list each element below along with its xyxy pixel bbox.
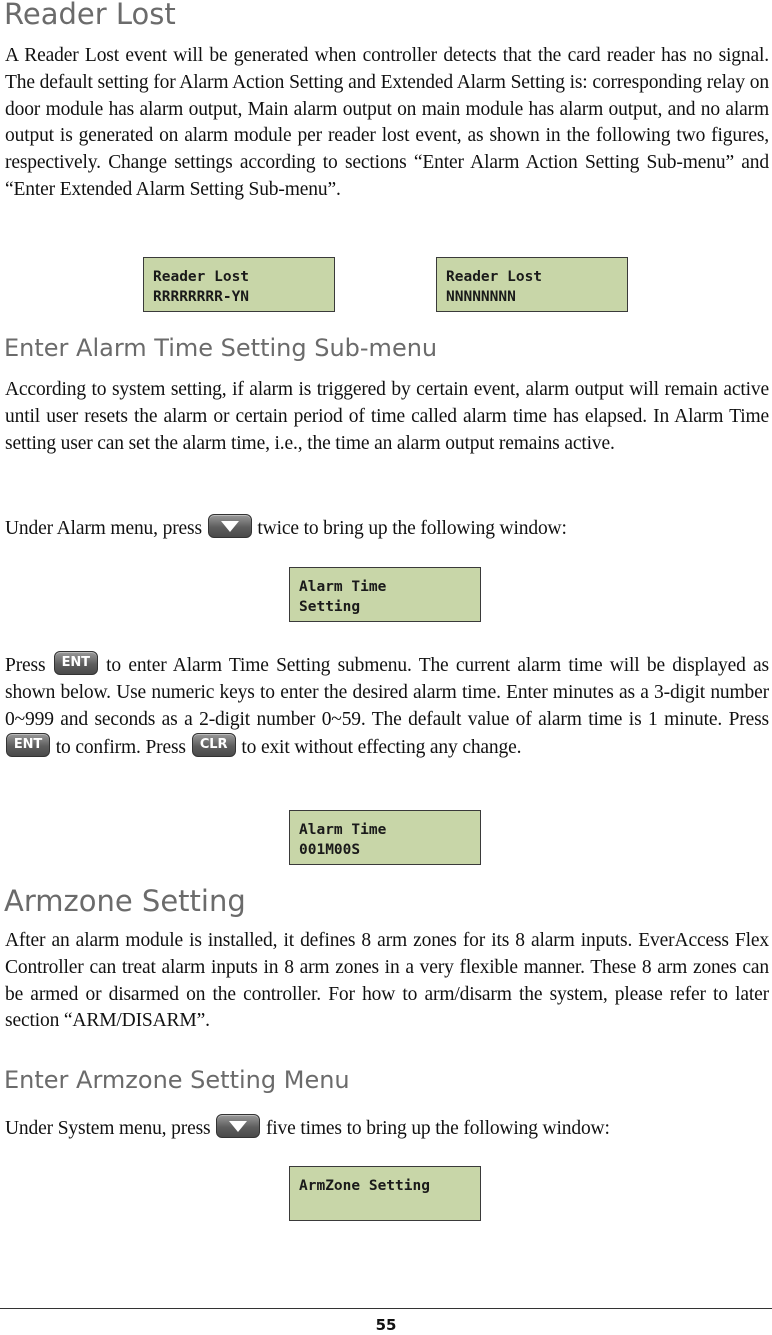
lcd-alarm-time-setting bbox=[289, 567, 481, 622]
text-confirm: to confirm. Press bbox=[55, 737, 186, 759]
down-arrow-key bbox=[208, 514, 252, 538]
ent-key bbox=[54, 651, 98, 675]
alarm-time-paragraph: According to system setting, if alarm is triggered by certain event, alarm output will remain active until user resets the alarm or certain period of time called alarm time has elapsed. In Alarm Time setting user can set the alarm time, i.e., the time an alarm output remains active. bbox=[5, 379, 769, 454]
heading-reader-lost: Reader Lost bbox=[4, 0, 176, 31]
text-exit: to exit without effecting any change. bbox=[241, 737, 522, 759]
page-number: 55 bbox=[375, 1316, 397, 1334]
footer-divider bbox=[0, 1308, 772, 1309]
reader-lost-paragraph: A Reader Lost event will be generated when controller detects that the card reader has no signal. The default setting for Alarm Action Setting and Extended Alarm Setting is: corresponding relay on door module has alarm output, Main alarm output on main module has alarm output, and no alarm output is generated on alarm module per reader lost event, as shown in the following two figures, respectively. Change settings according to sections “Enter Alarm Action Setting Sub-menu” and “Enter Extended Alarm Setting Sub-menu”. bbox=[5, 45, 769, 200]
lcd-armzone-setting bbox=[289, 1166, 481, 1221]
instruction-text-before: Under System menu, press bbox=[5, 1118, 211, 1139]
clr-key bbox=[192, 733, 236, 757]
heading-armzone-setting: Armzone Setting bbox=[4, 884, 246, 918]
lcd-line-2: Setting bbox=[299, 599, 361, 615]
text-enter-submenu: to enter Alarm Time Setting submenu. The current alarm time will be displayed as shown below. Use numeric keys to enter the desired alarm time. Enter minutes as a 3-digit number 0~999 and seconds as a 2-digit number 0~59. The default value of alarm time is 1 minute. Press bbox=[5, 655, 769, 730]
lcd-line-1: Alarm Time bbox=[299, 579, 387, 595]
armzone-paragraph: After an alarm module is installed, it defines 8 arm zones for its 8 alarm inputs. EverAccess Flex Controller can treat alarm inputs in 8 arm zones in a very flexible manner. These 8 arm zones can be armed or disarmed on the controller. For how to arm/disarm the system, please refer to later section “ARM/DISARM”. bbox=[5, 930, 769, 1032]
lcd-line-2: NNNNNNNN bbox=[446, 289, 516, 305]
heading-armzone-menu: Enter Armzone Setting Menu bbox=[4, 1066, 350, 1094]
lcd-line-1: Reader Lost bbox=[153, 269, 250, 285]
lcd-line-1: Reader Lost bbox=[446, 269, 543, 285]
down-arrow-icon bbox=[221, 521, 239, 532]
lcd-reader-lost-alarm-module bbox=[436, 257, 628, 312]
ent-key-label: ENT bbox=[61, 655, 90, 670]
lcd-line-1: ArmZone Setting bbox=[299, 1178, 430, 1194]
armzone-menu-instruction bbox=[5, 1114, 769, 1143]
clr-key-label: CLR bbox=[199, 737, 228, 753]
instruction-text-after: five times to bring up the following window: bbox=[265, 1118, 610, 1139]
lcd-reader-lost-relay bbox=[143, 257, 335, 312]
lcd-line-2: 001M00S bbox=[299, 842, 361, 858]
instruction-text-before: Under Alarm menu, press bbox=[5, 518, 202, 539]
down-arrow-icon bbox=[229, 1121, 247, 1132]
instruction-text-after: twice to bring up the following window: bbox=[257, 518, 567, 539]
lcd-line-2: RRRRRRRR-YN bbox=[153, 289, 250, 305]
ent-key bbox=[6, 733, 50, 757]
down-arrow-key bbox=[216, 1114, 260, 1138]
alarm-time-entry-paragraph bbox=[5, 651, 769, 762]
text-press: Press bbox=[5, 655, 46, 676]
lcd-line-1: Alarm Time bbox=[299, 822, 387, 838]
alarm-time-instruction bbox=[5, 514, 769, 543]
heading-alarm-time-submenu: Enter Alarm Time Setting Sub-menu bbox=[4, 334, 438, 362]
ent-key-label: ENT bbox=[13, 737, 43, 753]
lcd-alarm-time-value bbox=[289, 810, 481, 865]
